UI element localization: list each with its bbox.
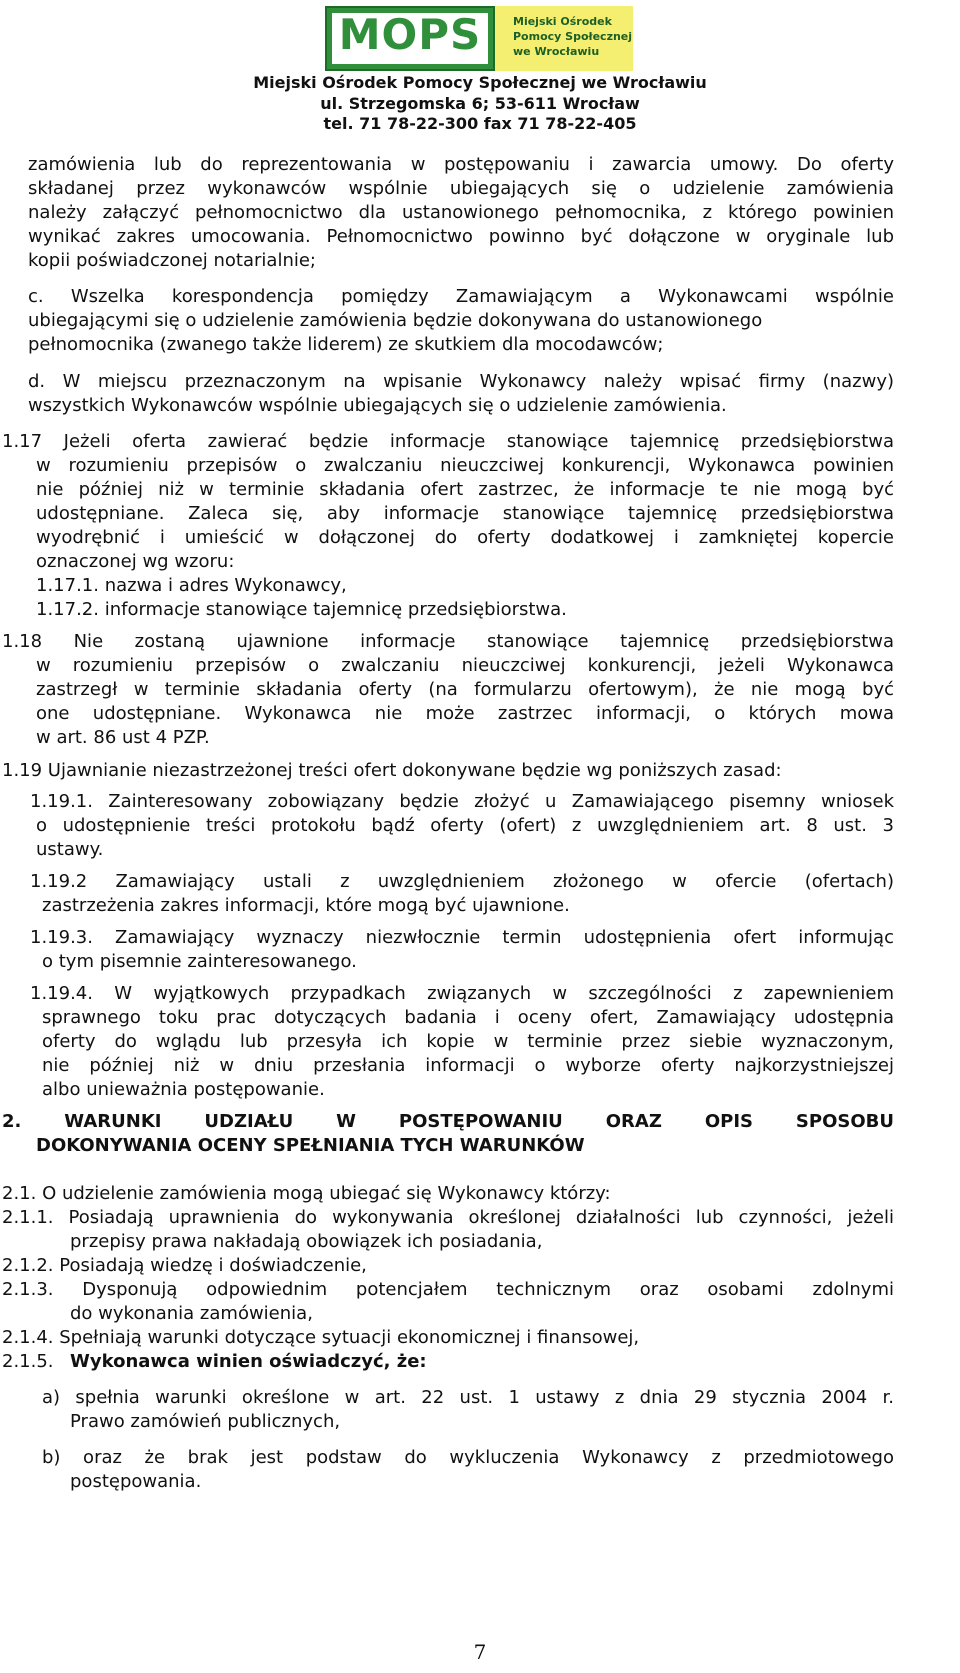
logo-mark-box	[325, 6, 495, 71]
item-c-line: pełnomocnika (zwanego także liderem) ze skutkiem dla mocodawców;	[28, 334, 664, 355]
section-1-19: 1.19 Ujawnianie niezastrzeżonej treści ofert dokonywane będzie wg poniższych zasad:	[2, 760, 782, 781]
institution-phone: tel. 71 78-22-300 fax 71 78-22-405	[323, 114, 637, 133]
logo-name-box	[495, 6, 633, 71]
institution-name: Miejski Ośrodek Pomocy Społecznej we Wrocławiu	[253, 73, 707, 92]
section-1-19-2-line: 1.19.2 Zamawiający ustali z uwzględnieniem złożonego w ofercie (ofertach)	[30, 871, 894, 892]
item-c-line: ubiegającymi się o udzielenie zamówienia będzie dokonywana do ustanowionego	[28, 310, 763, 331]
page-number: 7	[473, 1640, 487, 1664]
section-1-17-line: oznaczonej wg wzoru:	[36, 551, 235, 572]
item-b-line: postępowania.	[70, 1471, 202, 1492]
section-1-19-3-line: o tym pisemnie zainteresowanego.	[42, 951, 357, 972]
section-1-19-4-line: 1.19.4. W wyjątkowych przypadkach związanych w szczególności z zapewnieniem	[30, 983, 894, 1004]
section-2-1-3-line: do wykonania zamówienia,	[70, 1303, 313, 1324]
section-1-17-line: wyodrębnić i umieścić w dołączonej do oferty dodatkowej i zamkniętej kopercie	[36, 527, 894, 548]
section-1-17-2: 1.17.2. informacje stanowiące tajemnicę przedsiębiorstwa.	[36, 599, 567, 620]
section-1-18-line: w rozumieniu przepisów o zwalczaniu nieuczciwej konkurencji, jeżeli Wykonawca	[36, 655, 894, 676]
section-2-heading-line: DOKONYWANIA OCENY SPEŁNIANIA TYCH WARUNKÓW	[36, 1135, 585, 1156]
section-1-19-1-line: o udostępnienie treści protokołu bądź oferty (ofert) z uwzględnieniem art. 8 ust. 3	[36, 815, 894, 836]
section-2-1-5-number: 2.1.5.	[2, 1351, 54, 1372]
section-1-19-2-line: zastrzeżenia zakres informacji, które mogą być ujawnione.	[42, 895, 570, 916]
paragraph-line: wynikać zakres umocowania. Pełnomocnictwo powinno być dołączone w oryginale lub	[28, 226, 894, 247]
section-2-heading-line: 2. WARUNKI UDZIAŁU W POSTĘPOWANIU ORAZ OPIS SPOSOBU	[2, 1111, 894, 1132]
mops-logo	[325, 6, 633, 71]
paragraph-line: należy załączyć pełnomocnictwo dla ustanowionego pełnomocnika, z którego powinien	[28, 202, 894, 223]
item-c-line: c. Wszelka korespondencja pomiędzy Zamawiającym a Wykonawcami wspólnie	[28, 286, 894, 307]
section-2-1-2: 2.1.2. Posiadają wiedzę i doświadczenie,	[2, 1255, 367, 1276]
section-1-18-line: one udostępniane. Wykonawca nie może zastrzec informacji, o których mowa	[36, 703, 894, 724]
section-1-19-4-line: oferty do wglądu lub przesyła ich kopie w terminie przez siebie wyznaczonym,	[42, 1031, 894, 1052]
section-1-17-1: 1.17.1. nazwa i adres Wykonawcy,	[36, 575, 347, 596]
paragraph-line: zamówienia lub do reprezentowania w postępowaniu i zawarcia umowy. Do oferty	[28, 154, 894, 175]
section-2-1-1-line: przepisy prawa nakładają obowiązek ich posiadania,	[70, 1231, 543, 1252]
section-1-18-line: zastrzegł w terminie składania oferty (na formularzu ofertowym), że nie mogą być	[36, 679, 894, 700]
logo-line-3: we Wrocławiu	[513, 45, 600, 58]
section-2-1-1-line: 2.1.1. Posiadają uprawnienia do wykonywania określonej działalności lub czynności, jeżeli	[2, 1207, 894, 1228]
item-a-line: a) spełnia warunki określone w art. 22 ust. 1 ustawy z dnia 29 stycznia 2004 r.	[42, 1387, 894, 1408]
section-1-17-line: udostępniane. Zaleca się, aby informacje stanowiące tajemnicę przedsiębiorstwa	[36, 503, 894, 524]
section-1-17-line: w rozumieniu przepisów o zwalczaniu nieuczciwej konkurencji, Wykonawca powinien	[36, 455, 894, 476]
institution-address: ul. Strzegomska 6; 53-611 Wrocław	[320, 94, 640, 113]
item-d-line: wszystkich Wykonawców wspólnie ubiegających się o udzielenie zamówienia.	[28, 395, 727, 416]
section-1-19-3-line: 1.19.3. Zamawiający wyznaczy niezwłocznie termin udostępnienia ofert informując	[30, 927, 894, 948]
paragraph-line: kopii poświadczonej notarialnie;	[28, 250, 316, 271]
section-1-19-4-line: sprawnego toku prac dotyczących badania i oceny ofert, Zamawiający udostępnia	[42, 1007, 894, 1028]
section-1-19-4-line: albo unieważnia postępowanie.	[42, 1079, 325, 1100]
section-1-18-line: w art. 86 ust 4 PZP.	[36, 727, 210, 748]
paragraph-line: składanej przez wykonawców wspólnie ubiegających się o udzielenie zamówienia	[28, 178, 894, 199]
section-2-1-3-line: 2.1.3. Dysponują odpowiednim potencjałem technicznym oraz osobami zdolnymi	[2, 1279, 894, 1300]
logo-line-1: Miejski Ośrodek	[513, 15, 612, 28]
section-2-1: 2.1. O udzielenie zamówienia mogą ubiegać się Wykonawcy którzy:	[2, 1183, 611, 1204]
item-b-line: b) oraz że brak jest podstaw do wykluczenia Wykonawcy z przedmiotowego	[42, 1447, 894, 1468]
section-2-1-4: 2.1.4. Spełniają warunki dotyczące sytuacji ekonomicznej i finansowej,	[2, 1327, 640, 1348]
section-1-17-line: 1.17 Jeżeli oferta zawierać będzie informacje stanowiące tajemnicę przedsiębiorstwa	[2, 431, 894, 452]
section-1-17-line: nie później niż w terminie składania ofert zastrzec, że informacje te nie mogą być	[36, 479, 894, 500]
section-2-1-5-text: Wykonawca winien oświadczyć, że:	[70, 1351, 427, 1372]
logo-line-2: Pomocy Społecznej	[513, 30, 633, 43]
section-1-19-1-line: 1.19.1. Zainteresowany zobowiązany będzie złożyć u Zamawiającego pisemny wniosek	[30, 791, 894, 812]
item-a-line: Prawo zamówień publicznych,	[70, 1411, 341, 1432]
section-1-19-4-line: nie później niż w dniu przesłania informacji o wyborze oferty najkorzystniejszej	[42, 1055, 894, 1076]
logo-mark-text: MOPS	[338, 10, 482, 59]
section-1-19-1-line: ustawy.	[36, 839, 104, 860]
item-d-line: d. W miejscu przeznaczonym na wpisanie Wykonawcy należy wpisać firmy (nazwy)	[28, 371, 894, 392]
section-1-18-line: 1.18 Nie zostaną ujawnione informacje stanowiące tajemnicę przedsiębiorstwa	[2, 631, 894, 652]
